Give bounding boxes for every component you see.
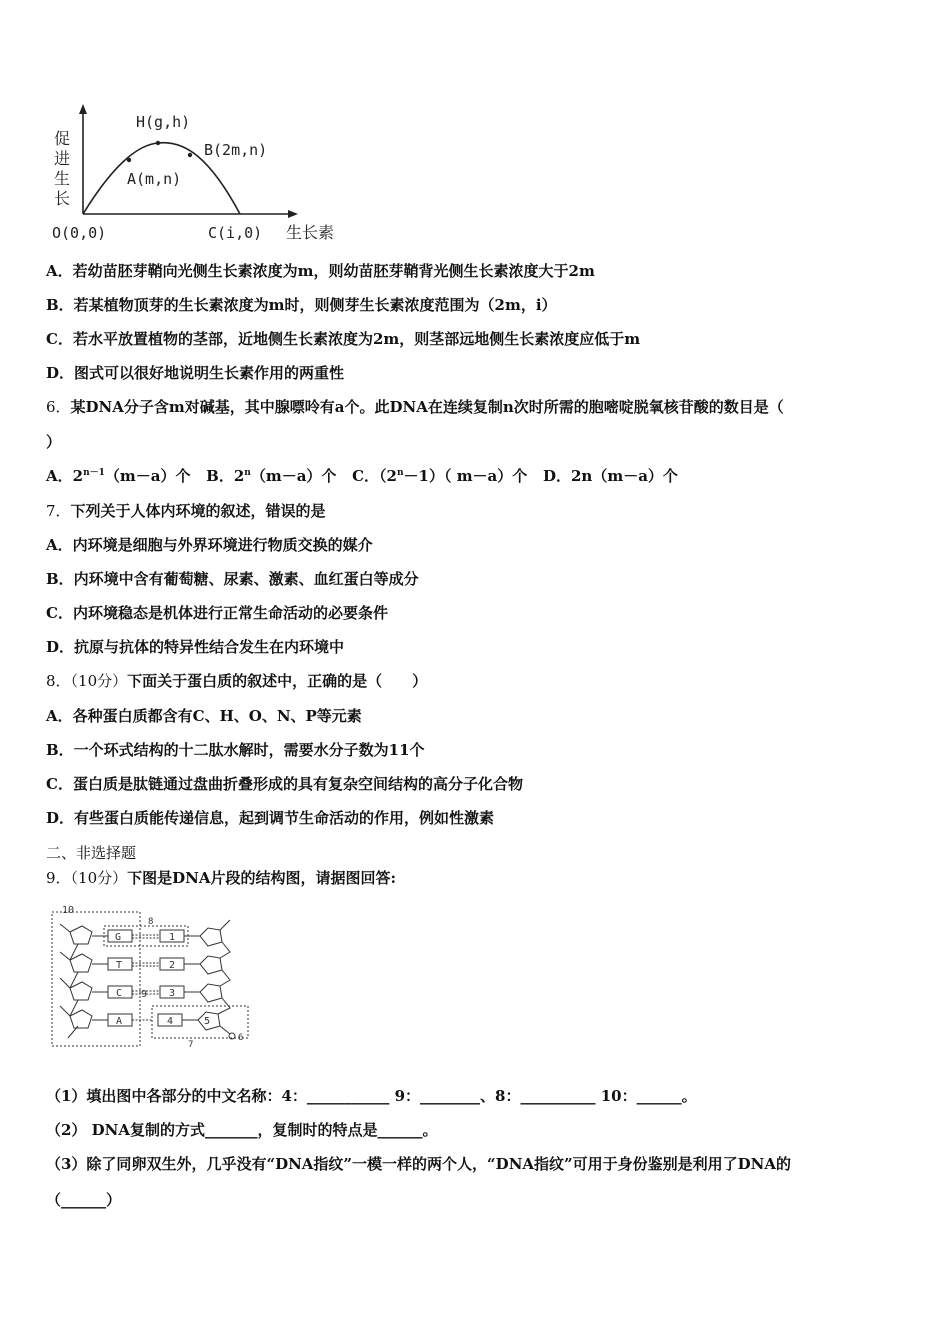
- x-axis-arrow: [288, 210, 298, 218]
- q7-option-a: A．内环境是细胞与外界环境进行物质交换的媒介: [46, 536, 373, 554]
- left-backbone: [60, 924, 78, 1038]
- figure-label: 2: [169, 960, 176, 971]
- q5-option-d: D．图式可以很好地说明生长素作用的两重性: [46, 364, 345, 382]
- point-a-label: A(m,n): [127, 170, 182, 188]
- q6-option-c-exponent: n: [396, 468, 404, 478]
- q6-option-a-base: A．2: [46, 467, 84, 485]
- q6-option-c-base: C．（2: [352, 467, 397, 485]
- q9-sub2: （2） DNA复制的方式_______，复制时的特点是______。: [46, 1121, 438, 1139]
- right-bonds: [182, 936, 200, 1020]
- point-c-label: C(i,0): [208, 224, 263, 242]
- q5-option-c: C．若水平放置植物的茎部，近地侧生长素浓度为2m，则茎部远地侧生长素浓度应低于m: [46, 330, 641, 348]
- q8-number: 8．: [46, 672, 71, 690]
- q6-option-a: [46, 467, 190, 485]
- q7-option-d: D．抗原与抗体的特异性结合发生在内环境中: [46, 638, 345, 656]
- q9-sub3: （3）除了同卵双生外，几乎没有“DNA指纹”一模一样的两个人，“DNA指纹”可用于身份鉴别是利用了DNA的: [46, 1155, 792, 1173]
- figure-label: A: [116, 1016, 123, 1027]
- x-axis-label: 生长素: [286, 223, 335, 242]
- q8-points: （10分）: [70, 672, 128, 690]
- q6-option-c-rest: －1）（ m－a）个: [403, 467, 528, 485]
- q9-sub1: （1）填出图中各部分的中文名称：4：___________ 9：________、8：__________ 10：______。: [46, 1087, 697, 1105]
- figure-label: C: [116, 988, 123, 999]
- figure-label: 6: [238, 1033, 244, 1043]
- figure-label: 10: [62, 905, 75, 916]
- q5-option-a: A．若幼苗胚芽鞘向光侧生长素浓度为m，则幼苗胚芽鞘背光侧生长素浓度大于2m: [46, 262, 595, 280]
- q8-stem-text: 下面关于蛋白质的叙述中，正确的是（ ）: [127, 672, 428, 690]
- q8-stem: [46, 671, 427, 691]
- figure-label: T: [116, 960, 123, 971]
- q6-option-a-rest: （m－a）个: [104, 467, 191, 485]
- ylabel-char: 促: [54, 129, 71, 148]
- ylabel-char: 生: [54, 169, 71, 188]
- q6-option-b: [206, 467, 336, 485]
- right-phosphate-links: [218, 920, 230, 1034]
- q6-number: 6．: [46, 398, 71, 416]
- q9-stem-text: 下图是DNA片段的结构图，请据图回答:: [127, 869, 397, 887]
- point-h-marker: [156, 141, 160, 145]
- q6-stem: [46, 397, 784, 417]
- q6-stem-end: ）: [46, 433, 62, 451]
- hydrogen-bonds: [132, 935, 160, 1020]
- q9-points: （10分）: [70, 869, 128, 887]
- q5-option-b: B．若某植物顶芽的生长素浓度为m时，则侧芽生长素浓度范围为（2m，i）: [46, 296, 557, 314]
- q6-option-a-exponent: n－1: [83, 468, 105, 478]
- figure-label: 5: [204, 1016, 211, 1027]
- figure-label: 9: [141, 989, 148, 1000]
- point-a-marker: [127, 158, 131, 162]
- auxin-growth-curve-figure: [50, 100, 360, 250]
- y-axis-arrow: [79, 104, 87, 114]
- figure-label: G: [115, 932, 122, 943]
- q8-option-a: A．各种蛋白质都含有C、H、O、N、P等元素: [46, 707, 362, 725]
- q6-option-b-exponent: n: [244, 468, 251, 478]
- q7-option-c: C．内环境稳态是机体进行正常生命活动的必要条件: [46, 604, 388, 622]
- figure-label: 1: [169, 932, 176, 943]
- q6-option-b-rest: （m－a）个: [250, 467, 337, 485]
- point-h-label: H(g,h): [136, 113, 191, 131]
- left-phosphate-links: [70, 944, 78, 1016]
- right-backbone-sugars: [198, 928, 222, 1030]
- q6-option-b-base: B．2: [206, 467, 245, 485]
- point-b-label: B(2m,n): [204, 141, 268, 159]
- section-heading: 二、非选择题: [46, 844, 137, 862]
- q9-number: 9．: [46, 869, 71, 887]
- point-o-label: O(0,0): [52, 224, 107, 242]
- q7-number: 7．: [46, 502, 71, 520]
- ylabel-char: 进: [54, 149, 71, 168]
- q6-option-d: D．2n（m－a）个: [542, 467, 678, 485]
- ylabel-char: 长: [54, 189, 71, 208]
- q8-option-d: D．有些蛋白质能传递信息，起到调节生命活动的作用，例如性激素: [46, 809, 495, 827]
- q9-stem: [46, 868, 396, 888]
- q9-sub3-blank: （______）: [46, 1191, 122, 1209]
- q6-option-c: [352, 467, 527, 485]
- figure1-ylabel: [54, 129, 70, 208]
- left-backbone-sugars: [70, 926, 92, 1028]
- q7-stem-text: 下列关于人体内环境的叙述，错误的是: [70, 502, 326, 520]
- figure-label: 8: [148, 917, 154, 927]
- q8-option-b: B．一个环式结构的十二肽水解时，需要水分子数为11个: [46, 741, 425, 759]
- figure-label: 7: [188, 1040, 194, 1050]
- q8-option-c: C．蛋白质是肽链通过盘曲折叠形成的具有复杂空间结构的高分子化合物: [46, 775, 523, 793]
- point-b-marker: [188, 153, 192, 157]
- figure-label: 3: [169, 988, 176, 999]
- q7-stem: [46, 501, 326, 521]
- q7-option-b: B．内环境中含有葡萄糖、尿素、激素、血红蛋白等成分: [46, 570, 419, 588]
- dna-structure-figure: [48, 902, 258, 1050]
- figure-label: 4: [167, 1016, 174, 1027]
- q6-options: [46, 466, 678, 486]
- q6-stem-text: 某DNA分子含m对碱基，其中腺嘌呤有a个。此DNA在连续复制n次时所需的胞嘧啶脱氧核苷酸的数目是（: [70, 398, 784, 416]
